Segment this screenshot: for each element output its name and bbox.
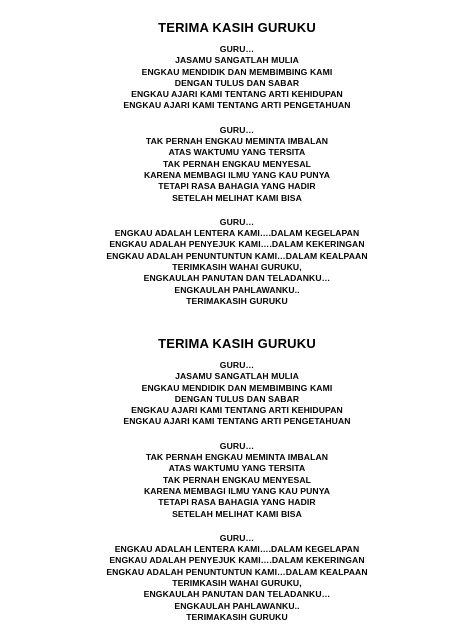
poem-line: ENGKAU AJARI KAMI TENTANG ARTI KEHIDUPAN — [131, 405, 343, 416]
poem-line: ATAS WAKTUMU YANG TERSITA — [168, 147, 306, 158]
poem-line: ENGKAU ADALAH LENTERA KAMI….DALAM KEGELAPAN — [114, 544, 360, 555]
poem-line: ENGKAU AJARI KAMI TENTANG ARTI PENGETAHUAN — [123, 100, 351, 111]
poem-title: TERIMA KASIH GURUKU — [158, 20, 316, 35]
poem-line: ENGKAULAH PAHLAWANKU.. — [174, 600, 300, 611]
stanza-2 — [0, 441, 474, 520]
stanza-1 — [0, 360, 474, 428]
poem-line: TERIMKASIH WAHAI GURUKU, — [172, 262, 302, 273]
poem-line: GURU… — [219, 532, 255, 543]
stanza-3 — [0, 533, 474, 623]
poem-top — [0, 20, 474, 320]
poem-line: ENGKAU MENDIDIK DAN MEMBIMBING KAMI — [141, 382, 333, 393]
poem-line: TETAPI RASA BAHAGIA YANG HADIR — [158, 181, 316, 192]
poem-line: GURU… — [219, 360, 255, 370]
poem-line: TERIMAKASIH GURUKU — [186, 611, 288, 622]
poem-line: GURU… — [219, 216, 255, 227]
poem-title: TERIMA KASIH GURUKU — [158, 336, 316, 351]
poem-line: JASAMU SANGATLAH MULIA — [175, 55, 299, 66]
poem-line: TAK PERNAH ENGKAU MEMINTA IMBALAN — [145, 136, 329, 147]
poem-line: TAK PERNAH ENGKAU MEMINTA IMBALAN — [145, 452, 329, 463]
poem-bottom — [0, 336, 474, 636]
poem-line: ENGKAU ADALAH PENYEJUK KAMI….DALAM KEKERINGAN — [109, 555, 365, 566]
poem-line: KARENA MEMBAGI ILMU YANG KAU PUNYA — [143, 169, 331, 180]
poem-line: ENGKAU ADALAH PENUNTUNTUN KAMI…DALAM KEALPAAN — [106, 250, 368, 261]
poem-line: ATAS WAKTUMU YANG TERSITA — [168, 463, 306, 474]
poem-line: ENGKAU ADALAH PENUNTUNTUN KAMI…DALAM KEALPAAN — [106, 566, 368, 577]
poem-line: TAK PERNAH ENGKAU MENYESAL — [162, 158, 312, 169]
poem-line: TAK PERNAH ENGKAU MENYESAL — [162, 474, 312, 485]
poem-line: GURU… — [219, 440, 255, 451]
poem-line: TERIMKASIH WAHAI GURUKU, — [172, 578, 302, 589]
poem-line: DENGAN TULUS DAN SABAR — [174, 77, 300, 88]
poem-line: DENGAN TULUS DAN SABAR — [174, 393, 300, 404]
stanza-1 — [0, 44, 474, 112]
poem-line: SETELAH MELIHAT KAMI BISA — [172, 192, 302, 203]
poem-line: GURU… — [219, 124, 255, 135]
poem-line: ENGKAU AJARI KAMI TENTANG ARTI PENGETAHUAN — [123, 416, 351, 427]
poem-line: ENGKAULAH PANUTAN DAN TELADANKU… — [143, 589, 331, 600]
poem-line: ENGKAU ADALAH PENYEJUK KAMI….DALAM KEKERINGAN — [109, 239, 365, 250]
poem-line: TETAPI RASA BAHAGIA YANG HADIR — [158, 497, 316, 508]
poem-line: JASAMU SANGATLAH MULIA — [175, 371, 299, 382]
poem-line: GURU… — [219, 44, 255, 54]
stanza-2 — [0, 125, 474, 204]
poem-line: SETELAH MELIHAT KAMI BISA — [172, 508, 302, 519]
poem-line: TERIMAKASIH GURUKU — [186, 295, 288, 306]
poem-line: ENGKAULAH PAHLAWANKU.. — [174, 284, 300, 295]
poem-line: ENGKAU AJARI KAMI TENTANG ARTI KEHIDUPAN — [131, 89, 343, 100]
poem-line: ENGKAU ADALAH LENTERA KAMI….DALAM KEGELAPAN — [114, 228, 360, 239]
poem-line: ENGKAU MENDIDIK DAN MEMBIMBING KAMI — [141, 66, 333, 77]
poem-line: ENGKAULAH PANUTAN DAN TELADANKU… — [143, 273, 331, 284]
poem-line: KARENA MEMBAGI ILMU YANG KAU PUNYA — [143, 485, 331, 496]
stanza-3 — [0, 217, 474, 307]
